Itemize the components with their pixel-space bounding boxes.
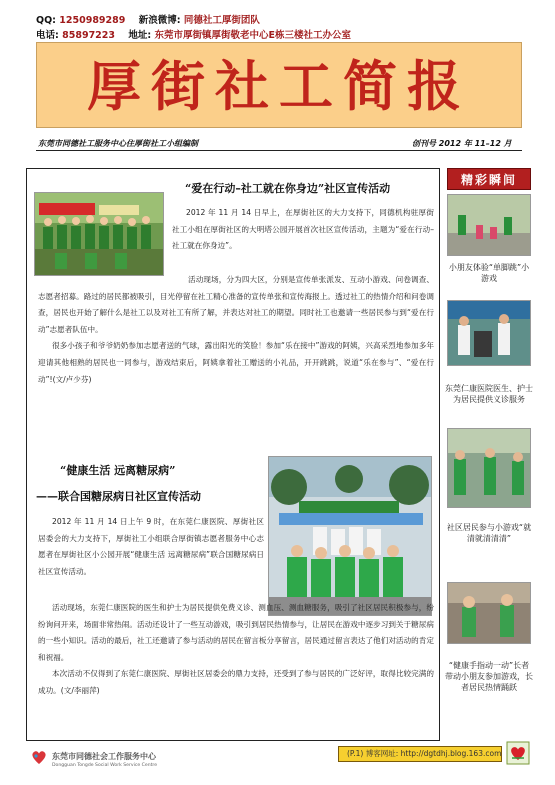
- article2-paragraph-3: 本次活动不仅得到了东莞仁康医院、厚街社区居委会的鼎力支持，还受到了参与居民的广泛好评，取得比较完满的成功。(文/李丽萍): [38, 669, 434, 695]
- weibo-value: 同德社工厚街团队: [183, 15, 260, 26]
- sidebar-photo-2: [447, 300, 531, 366]
- masthead-banner: [36, 42, 522, 128]
- sidebar-photo-4: [447, 582, 531, 644]
- sidebar-photo-3: [447, 428, 531, 508]
- sidebar-heading: 精彩瞬间: [447, 168, 531, 190]
- heart-icon: [506, 741, 530, 765]
- tel-label: 电话:: [36, 30, 59, 41]
- sidebar-caption-3: 社区居民参与小游戏“就清就清清清”: [446, 523, 532, 543]
- article1-title: “爱在行动–社工就在你身边”社区宣传活动: [185, 182, 391, 195]
- blog-url-bar[interactable]: (P.1) 博客网址: http://dgtdhj.blog.163.com: [338, 746, 502, 762]
- footer-org-english: Dongguan Tongde Social Work Service Centre: [52, 763, 158, 768]
- article1-paragraph-2: 活动现场，分为四大区，分别是宣传单张派发、互动小游戏、问卷调查、志愿者招募。路过的居民都被吸引，目光停留在社工精心准备的宣传单张和宣传海报上。透过社工的热情介绍和问卷调查，居民也开始了解什么是社工以及对社工有所了解，并表达对社工的期望。同时社工也邀请一些居民参与到“爱在行动”志愿者队伍中。: [38, 275, 434, 334]
- header-contact-line-2: [36, 27, 351, 41]
- article1-paragraph-3: 很多小孩子和爷爷奶奶参加志愿者送的气球，露出阳光的笑脸！参加“乐在接中”游戏的阿姨，兴高采烈地参加多年迎请其他相熟的居民也一同参与，游戏结束后，阿姨拿着社工赠送的小礼品，开开跳跳，说道“乐在参与”、“爱在行动”!(文/卢少芬): [38, 341, 434, 384]
- sidebar-caption-4: “健康手指动一动”长者带动小朋友参加游戏，长者居民热情踊跃: [445, 661, 533, 692]
- organization-logo-icon: [30, 748, 48, 766]
- divider: [36, 150, 522, 151]
- finger-exercise-photo-image: [448, 583, 531, 644]
- article1-photo: [34, 192, 164, 276]
- medical-service-photo-image: [448, 301, 531, 366]
- article2-paragraph-1: 2012 年 11 月 14 日上午 9 时，在东莞仁康医院、厚街社区居委会的大力支持下，厚街社工小组联合厚街镇志愿者服务中心志愿者在厚街社区小公园开展“健康生活 远离糖尿病”联合国糖尿病日社区宣传活动。: [38, 517, 264, 576]
- article2-photo: [268, 456, 432, 616]
- sidebar-photo-1: [447, 194, 531, 256]
- article2-intro-column: [38, 514, 264, 580]
- article2-paragraph-2: 活动现场，东莞仁康医院的医生和护士为居民提供免费义诊、测血压、测血糖服务，吸引了社区居民积极参与，纷纷询问开来，场面非常热闹。活动还设计了一些互动游戏，吸引到居民热情参与，让居民在游戏中逐步习到关于糖尿病的一些小知识。活动的最后，社工还邀请了参与活动的居民在留言板分享留言，居民通过留言表达了他们对活动的肯定和祝福。: [38, 603, 434, 662]
- weibo-label: 新浪微博:: [138, 15, 181, 26]
- footer-org-name: 东莞市同德社会工作服务中心: [52, 751, 156, 761]
- addr-value: 东莞市厚街镇厚街敬老中心E栋三楼社工办公室: [154, 30, 351, 41]
- sidebar-caption-1: 小朋友体验“单脚跳”小游戏: [448, 263, 530, 283]
- tel-value: 85897223: [62, 30, 116, 41]
- group-photo-image: [35, 193, 164, 276]
- masthead-title: 厚街社工简报: [87, 54, 471, 118]
- publisher-line: 东莞市同德社工服务中心住厚街社工小组编制: [38, 139, 198, 148]
- kids-game-photo-image: [448, 195, 531, 256]
- article1-body: [38, 272, 434, 388]
- article2-body: [38, 600, 434, 700]
- article1-intro-column: [172, 205, 434, 255]
- header-contact-line-1: [36, 12, 260, 26]
- issue-line: 创刊号 2012 年 11–12 月: [412, 139, 512, 148]
- sidebar-caption-2: 东莞仁康医院医生、护士为居民提供义诊服务: [445, 384, 533, 404]
- qq-value: 1250989289: [59, 15, 126, 26]
- article2-title-line1: “健康生活 远离糖尿病”: [60, 464, 176, 477]
- health-event-photo-image: [269, 457, 432, 616]
- article2-title-line2: ——联合国糖尿病日社区宣传活动: [36, 490, 201, 503]
- addr-label: 地址:: [128, 30, 152, 41]
- article1-paragraph-1: 2012 年 11 月 14 日早上，在厚街社区的大力支持下，同德机构驻厚街社工小组在厚街社区的大明塔公园开展首次社区宣传活动，主题为“爱在行动–社工就在你身边”。: [172, 208, 434, 251]
- qq-label: QQ:: [36, 15, 56, 26]
- residents-game-photo-image: [448, 429, 531, 508]
